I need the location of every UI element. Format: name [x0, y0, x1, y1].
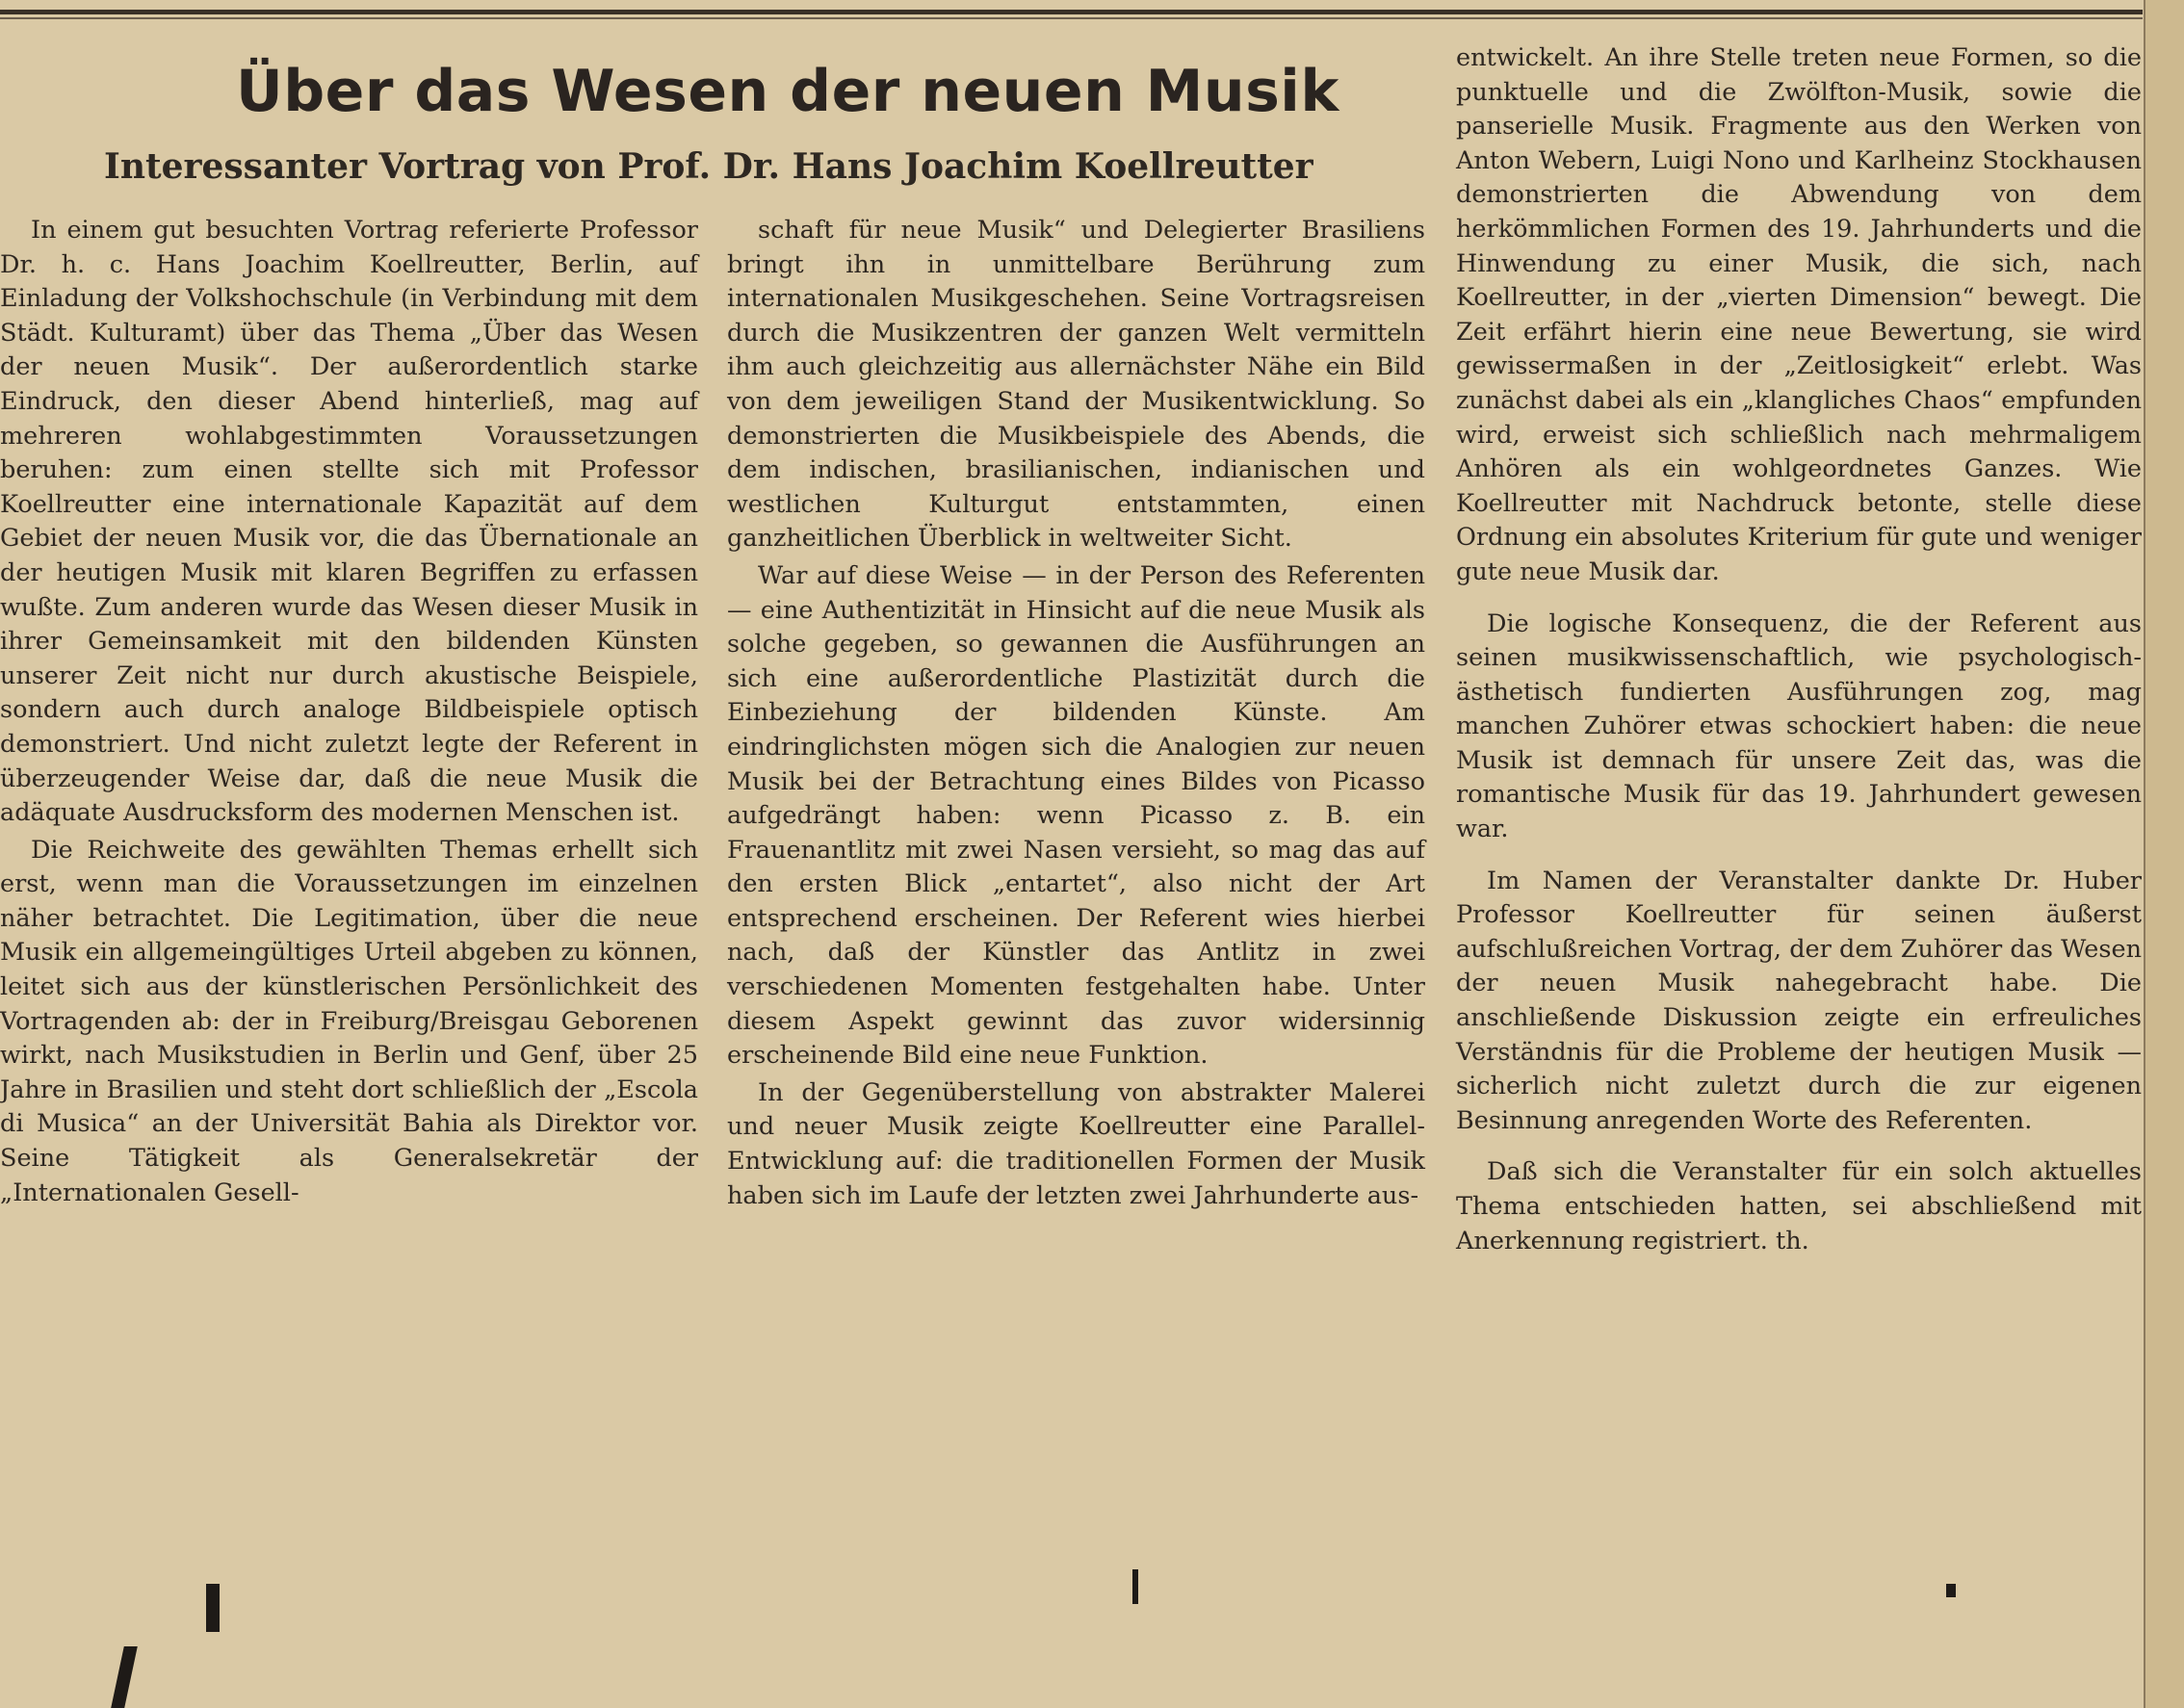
- top-rule-thin: [0, 17, 2143, 19]
- paper-edge: [2144, 0, 2184, 1708]
- column-2: [727, 214, 1425, 1213]
- ink-mark: [1132, 1569, 1138, 1604]
- paragraph: Die logische Konsequenz, die der Referent aus seinen musikwissenschaftlich, wie psychologisch-ästhetisch fundierten Ausführungen zog, mag manchen Zuhörer etwas schockiert haben: die neue Musik ist demnach für unsere Zeit das, was die romantische Musik für das 19. Jahrhundert gewesen war.: [1456, 608, 2142, 844]
- ink-mark: [111, 1646, 138, 1708]
- top-rule: [0, 10, 2143, 14]
- paragraph: entwickelt. An ihre Stelle treten neue Formen, so die punktuelle und die Zwölfton-Musik, sowie die panserielle Musik. Fragmente aus den Werken von Anton Webern, Luigi Nono und Karlheinz Stockhausen demonstrierten die Abwendung von dem herkömmlichen Formen des 19. Jahrhunderts und die Hinwendung zu einer Musik, die sich, nach Koellreutter, in der „vierten Dimension“ bewegt. Die Zeit erfährt hierin eine neue Bewertung, sie wird gewissermaßen in der „Zeitlosigkeit“ erlebt. Was zunächst dabei als ein „klangliches Chaos“ empfunden wird, erweist sich schließlich nach mehrmaligem Anhören als ein wohlgeordnetes Ganzes. Wie Koellreutter mit Nachdruck betonte, stelle diese Ordnung ein absolutes Kriterium für gute und weniger gute neue Musik dar.: [1456, 43, 2142, 586]
- paragraph: War auf diese Weise — in der Person des Referenten — eine Authentizität in Hinsicht auf die neue Musik als solche gegeben, so gewannen die Ausführungen an sich eine außerordentliche Plastizität durch die Einbeziehung der bildenden Künste. Am eindringlichsten mögen sich die Analogien zur neuen Musik bei der Betrachtung eines Bildes von Picasso aufgedrängt haben: wenn Picasso z. B. ein Frauenantlitz mit zwei Nasen versieht, so mag das auf den ersten Blick „entartet“, also nicht der Art entsprechend erscheinen. Der Referent wies hierbei nach, daß der Künstler das Antlitz in zwei verschiedenen Momenten festgehalten habe. Unter diesem Aspekt gewinnt das zuvor widersinnig erscheinende Bild eine neue Funktion.: [727, 560, 1425, 1071]
- paragraph: Im Namen der Veranstalter dankte Dr. Huber Professor Koellreutter für seinen äußerst aufschlußreichen Vortrag, der dem Zuhörer das Wesen der neuen Musik nahegebracht habe. Die anschließende Diskussion zeigte ein erfreuliches Verständnis für die Probleme der heutigen Musik — sicherlich nicht zuletzt durch die zur eigenen Besinnung anregenden Worte des Referenten.: [1456, 866, 2142, 1135]
- paragraph: In der Gegenüberstellung von abstrakter Malerei und neuer Musik zeigte Koellreutter eine Parallel-Entwicklung auf: die traditionellen Formen der Musik haben sich im Laufe der letzten zwei Jahrhunderte aus-: [727, 1077, 1425, 1210]
- ink-mark: [206, 1584, 220, 1632]
- subheadline: Interessanter Vortrag von Prof. Dr. Hans Joachim Koellreutter: [104, 146, 1313, 187]
- paragraph: In einem gut besuchten Vortrag referierte Professor Dr. h. c. Hans Joachim Koellreutter, Berlin, auf Einladung der Volkshochschule (in Verbindung mit dem Städt. Kulturamt) über das Thema „Über das Wesen der neuen Musik“. Der außerordentlich starke Eindruck, den dieser Abend hinterließ, mag auf mehreren wohlabgestimmten Voraussetzungen beruhen: zum einen stellte sich mit Professor Koellreutter eine internationale Kapazität auf dem Gebiet der neuen Musik vor, die das Übernationale an der heutigen Musik mit klaren Begriffen zu erfassen wußte. Zum anderen wurde das Wesen dieser Musik in ihrer Gemeinsamkeit mit den bildenden Künsten unserer Zeit nicht nur durch akustische Beispiele, sondern auch durch analoge Bildbeispiele optisch demonstriert. Und nicht zuletzt legte der Referent in überzeugender Weise dar, daß die neue Musik die adäquate Ausdrucksform des modernen Menschen ist.: [0, 216, 698, 828]
- paragraph: Die Reichweite des gewählten Themas erhellt sich erst, wenn man die Voraussetzungen im einzelnen näher betrachtet. Die Legitimation, über die neue Musik ein allgemeingültiges Urteil abgeben zu können, leitet sich aus der künstlerischen Persönlichkeit des Vortragenden ab: der in Freiburg/Breisgau Geborenen wirkt, nach Musikstudien in Berlin und Genf, über 25 Jahre in Brasilien und steht dort schließlich der „Escola di Musica“ an der Universität Bahia als Direktor vor. Seine Tätigkeit als Generalsekretär der „Internationalen Gesell-: [0, 835, 698, 1207]
- paragraph: schaft für neue Musik“ und Delegierter Brasiliens bringt ihn in unmittelbare Berührung zum internationalen Musikgeschehen. Seine Vortragsreisen durch die Musikzentren der ganzen Welt vermitteln ihm auch gleichzeitig aus allernächster Nähe ein Bild von dem jeweiligen Stand der Musikentwicklung. So demonstrierten die Musikbeispiele des Abends, die dem indischen, brasilianischen, indianischen und westlichen Kulturgut entstammten, einen ganzheitlichen Überblick in weltweiter Sicht.: [727, 216, 1425, 554]
- headline: Über das Wesen der neuen Musik: [236, 58, 1339, 125]
- paragraph: Daß sich die Veranstalter für ein solch aktuelles Thema entschieden hatten, sei abschließend mit Anerkennung registriert. th.: [1456, 1157, 2142, 1255]
- column-3: [1456, 41, 2142, 1258]
- ink-mark: [1946, 1584, 1956, 1597]
- column-1: [0, 214, 698, 1210]
